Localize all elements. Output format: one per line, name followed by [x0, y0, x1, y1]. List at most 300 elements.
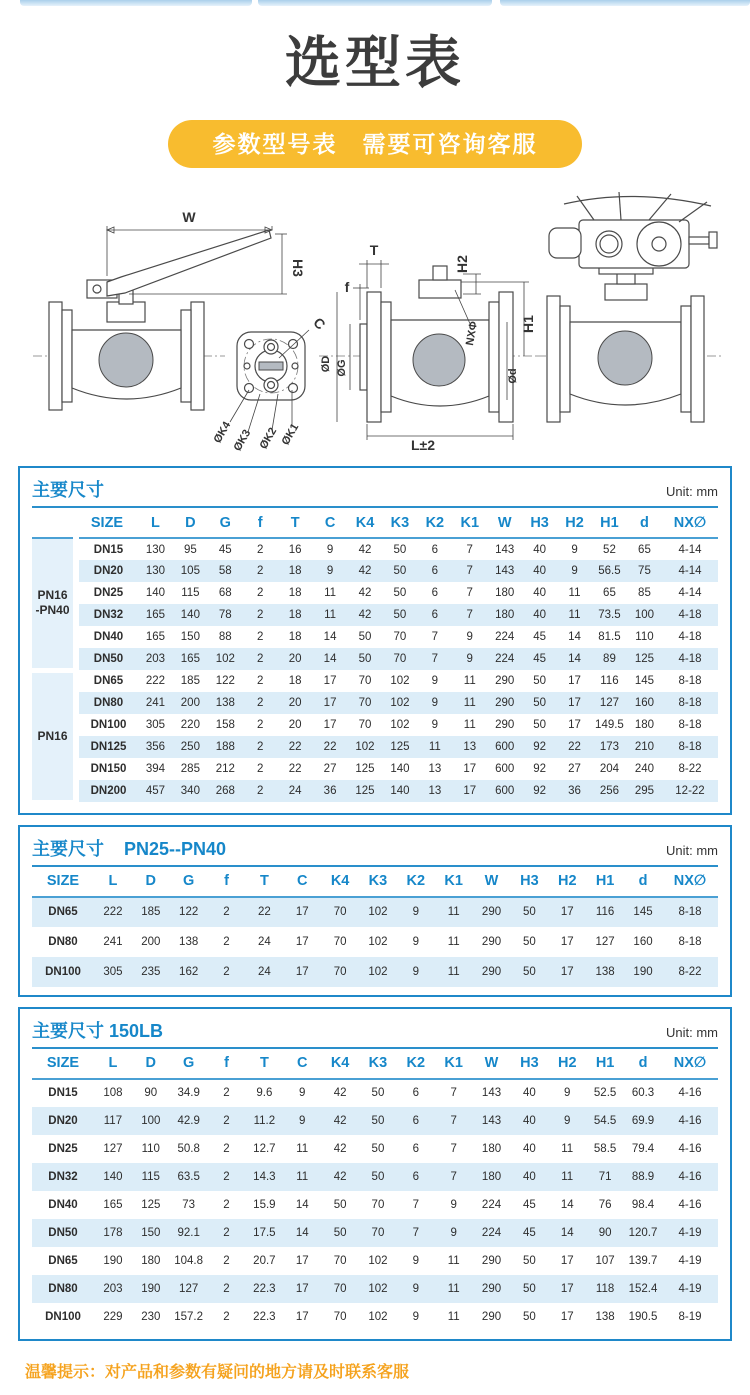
value-cell: 11 [324, 587, 337, 599]
value-cell: 173 [592, 736, 627, 758]
value-cell: 152.4 [624, 1275, 662, 1303]
value-cell: 9 [431, 675, 439, 687]
dim-label-g: ØG [336, 359, 348, 377]
size-cell: DN25 [48, 1142, 78, 1155]
value-cell: 27 [323, 763, 337, 775]
size-cell: DN80 [76, 692, 138, 714]
value-cell: 127 [592, 692, 627, 714]
value-cell: 70 [382, 648, 417, 670]
value-cell: 600 [487, 736, 522, 758]
value-cell: 81.5 [598, 631, 621, 643]
value-cell: 7 [452, 560, 487, 582]
value-cell: 20.7 [253, 1254, 276, 1267]
value-cell: 240 [634, 763, 655, 775]
value-cell: 34.9 [177, 1087, 200, 1099]
value-cell: 9 [417, 692, 452, 714]
dim-label-c: C [310, 314, 329, 333]
value-cell: 60.3 [631, 1087, 655, 1099]
column-header: K2 [417, 508, 452, 538]
value-cell: 6 [412, 1142, 419, 1155]
value-cell: 17 [548, 1275, 586, 1303]
table-row [32, 582, 718, 604]
value-cell: 178 [94, 1219, 132, 1247]
value-cell: 117 [94, 1107, 132, 1135]
value-cell: 305 [94, 957, 132, 987]
value-cell: 98.4 [631, 1198, 655, 1211]
value-cell: 2 [257, 587, 264, 599]
value-cell: 58.5 [593, 1142, 617, 1155]
value-cell: 7 [466, 543, 473, 556]
value-cell: 290 [495, 719, 515, 731]
value-cell: 11 [435, 957, 473, 987]
dim-label-nx: NXΦ [464, 320, 481, 347]
value-cell: 50 [510, 1275, 548, 1303]
value-cell: 42 [348, 604, 383, 626]
value-cell: 8-22 [662, 957, 718, 987]
column-header: L [94, 867, 132, 897]
column-header: f [243, 508, 278, 538]
column-header: d [624, 867, 662, 897]
value-cell: 102 [359, 897, 397, 927]
value-cell: 102 [368, 1254, 388, 1267]
value-cell: 50 [371, 1142, 385, 1155]
column-header: SIZE [32, 1049, 94, 1079]
value-cell: 36 [557, 780, 592, 802]
column-header: H1 [586, 1049, 624, 1079]
group-column-header [32, 508, 76, 538]
value-cell: 92.1 [170, 1219, 208, 1247]
value-cell: 50 [522, 1310, 536, 1323]
size-cell: DN50 [76, 648, 138, 670]
value-cell: 200 [141, 935, 161, 948]
footer-note: 温馨提示：对产品和参数有疑问的地方请及时联系客服 [25, 1363, 410, 1381]
column-header: f [208, 1049, 246, 1079]
value-cell: 73 [182, 1198, 196, 1211]
value-cell: 17 [323, 675, 337, 687]
value-cell: 9.6 [256, 1087, 273, 1099]
value-cell: 140 [145, 587, 166, 599]
value-cell: 12-22 [662, 780, 718, 802]
value-cell: 180 [473, 1163, 511, 1191]
value-cell: 40 [522, 1142, 536, 1155]
column-header: H2 [548, 1049, 586, 1079]
value-cell: 52.5 [593, 1087, 617, 1099]
value-cell: 50 [382, 604, 417, 626]
size-cell: DN100 [90, 719, 127, 731]
dim-label-h1: H1 [520, 315, 536, 333]
column-header: K3 [382, 508, 417, 538]
value-cell: 157.2 [174, 1310, 204, 1323]
dim-label-f: f [344, 279, 350, 295]
column-header: K2 [397, 1049, 435, 1079]
value-cell: 11 [452, 692, 487, 714]
value-cell: 17 [560, 935, 574, 948]
header-row [32, 1049, 718, 1079]
value-cell: 8-18 [662, 736, 718, 758]
dim-label-k4: ØK4 [211, 419, 234, 446]
column-header: H3 [510, 1049, 548, 1079]
value-cell: 50 [359, 1163, 397, 1191]
value-cell: 50 [371, 1087, 385, 1099]
value-cell: 92 [522, 736, 557, 758]
value-cell: 108 [103, 1087, 123, 1099]
column-header: D [132, 867, 170, 897]
value-cell: 140 [390, 763, 410, 775]
value-cell: 70 [321, 897, 359, 927]
value-cell: 45 [218, 543, 232, 556]
value-cell: 4-16 [662, 1107, 718, 1135]
value-cell: 290 [495, 675, 515, 687]
value-cell: 17 [568, 719, 581, 731]
value-cell: 88 [218, 631, 232, 643]
value-cell: 22.3 [253, 1310, 276, 1323]
column-header: W [473, 867, 511, 897]
value-cell: 220 [180, 719, 200, 731]
column-header: H2 [557, 508, 592, 538]
value-cell: 2 [257, 631, 264, 643]
value-cell: 92 [522, 780, 557, 802]
value-cell: 22 [245, 897, 283, 927]
value-cell: 17 [283, 1275, 321, 1303]
value-cell: 9 [412, 935, 419, 948]
value-cell: 15.9 [253, 1198, 276, 1211]
value-cell: 160 [633, 935, 653, 948]
table-row [32, 1303, 718, 1331]
value-cell: 185 [132, 897, 170, 927]
value-cell: 17.5 [245, 1219, 283, 1247]
value-cell: 7 [435, 1163, 473, 1191]
value-cell: 2 [208, 1219, 246, 1247]
150lb-table-card [18, 1007, 732, 1341]
value-cell: 2 [257, 675, 264, 687]
value-cell: 140 [94, 1163, 132, 1191]
value-cell: 268 [208, 780, 243, 802]
value-cell: 4-18 [678, 631, 702, 643]
column-header: d [624, 1049, 662, 1079]
size-cell: DN80 [48, 935, 78, 948]
value-cell: 11 [447, 1310, 460, 1323]
value-cell: 90 [586, 1219, 624, 1247]
table-row [32, 927, 718, 957]
dim-label-dd: ØD [320, 355, 332, 373]
consult-service-banner[interactable]: 参数型号表 需要可咨询客服 [168, 120, 582, 168]
value-cell: 212 [215, 763, 235, 775]
table-subtitle: PN25--PN40 [124, 838, 227, 859]
table-row [32, 897, 718, 927]
value-cell: 158 [215, 719, 235, 731]
value-cell: 17 [568, 675, 581, 687]
column-header: K1 [435, 1049, 473, 1079]
table-header [32, 1017, 718, 1045]
size-cell: DN100 [45, 1310, 81, 1323]
value-cell: 2 [243, 692, 278, 714]
column-header: C [283, 867, 321, 897]
value-cell: 20 [278, 692, 313, 714]
value-cell: 40 [533, 543, 546, 556]
table-row [32, 714, 718, 736]
value-cell: 9 [431, 719, 439, 731]
value-cell: 89 [592, 648, 627, 670]
value-cell: 22.3 [245, 1275, 283, 1303]
value-cell: 70 [359, 1219, 397, 1247]
value-cell: 110 [141, 1142, 160, 1155]
value-cell: 4-16 [678, 1087, 702, 1099]
value-cell: 12.7 [253, 1142, 276, 1155]
value-cell: 13 [452, 736, 487, 758]
value-cell: 17 [452, 780, 487, 802]
column-header: H1 [592, 508, 627, 538]
value-cell: 241 [138, 692, 173, 714]
value-cell: 88.9 [624, 1163, 662, 1191]
value-cell: 356 [138, 736, 173, 758]
table-row [32, 1275, 718, 1303]
value-cell: 11 [463, 719, 476, 731]
table-row [32, 560, 718, 582]
value-cell: 50 [358, 631, 372, 643]
value-cell: 6 [397, 1163, 435, 1191]
table-row [32, 670, 718, 692]
size-cell: DN25 [93, 587, 124, 599]
value-cell: 394 [145, 763, 166, 775]
column-header: L [138, 508, 173, 538]
value-cell: 180 [141, 1254, 161, 1267]
value-cell: 340 [173, 780, 208, 802]
value-cell: 14.3 [245, 1163, 283, 1191]
value-cell: 6 [417, 560, 452, 582]
value-cell: 71 [586, 1163, 624, 1191]
value-cell: 190.5 [628, 1310, 658, 1323]
table-row [32, 1191, 718, 1219]
card-strip [258, 0, 492, 6]
value-cell: 22 [557, 736, 592, 758]
value-cell: 4-19 [678, 1254, 702, 1267]
table-row [32, 1107, 718, 1135]
dim-label-t: T [369, 242, 379, 258]
value-cell: 17 [560, 1254, 574, 1267]
value-cell: 204 [599, 763, 620, 775]
size-cell: DN200 [76, 780, 138, 802]
value-cell: 290 [487, 692, 522, 714]
table-row [32, 1079, 718, 1107]
value-cell: 7 [450, 1142, 457, 1155]
value-cell: 42 [358, 587, 372, 599]
value-cell: 127 [170, 1275, 208, 1303]
value-cell: 20 [288, 719, 302, 731]
value-cell: 210 [627, 736, 662, 758]
pressure-group-cell: PN16 -PN40 [32, 538, 76, 670]
value-cell: 16 [288, 543, 302, 556]
value-cell: 17 [560, 1310, 574, 1323]
value-cell: 40 [522, 560, 557, 582]
value-cell: 70 [371, 1198, 385, 1211]
value-cell: 70 [333, 935, 347, 948]
value-cell: 22 [278, 736, 313, 758]
table-row [32, 538, 718, 560]
value-cell: 600 [487, 780, 522, 802]
value-cell: 8-18 [662, 692, 718, 714]
table-row [32, 1247, 718, 1275]
value-cell: 20 [278, 648, 313, 670]
value-cell: 2 [243, 780, 278, 802]
main-dimensions-table-card [18, 466, 732, 815]
value-cell: 102 [359, 1275, 397, 1303]
value-cell: 11 [417, 736, 452, 758]
value-cell: 50 [533, 675, 546, 687]
dim-label-k3: ØK3 [231, 427, 254, 454]
value-cell: 13 [417, 780, 452, 802]
value-cell: 40 [522, 604, 557, 626]
table-header [32, 476, 718, 504]
value-cell: 2 [223, 1254, 230, 1267]
value-cell: 11 [435, 1275, 473, 1303]
column-header: G [170, 1049, 208, 1079]
value-cell: 4-19 [662, 1219, 718, 1247]
column-header: K1 [452, 508, 487, 538]
value-cell: 116 [586, 897, 624, 927]
value-cell: 115 [132, 1163, 170, 1191]
value-cell: 143 [473, 1107, 511, 1135]
value-cell: 17 [313, 692, 348, 714]
value-cell: 107 [595, 1254, 615, 1267]
value-cell: 150 [180, 631, 200, 643]
value-cell: 122 [215, 675, 235, 687]
value-cell: 17 [548, 957, 586, 987]
value-cell: 185 [180, 675, 200, 687]
value-cell: 8-18 [678, 935, 702, 948]
value-cell: 6 [412, 1087, 419, 1099]
column-header: C [283, 1049, 321, 1079]
value-cell: 9 [412, 1254, 419, 1267]
value-cell: 4-14 [678, 543, 702, 556]
value-cell: 2 [223, 1142, 230, 1155]
value-cell: 8-18 [678, 719, 702, 731]
value-cell: 70 [321, 957, 359, 987]
value-cell: 138 [208, 692, 243, 714]
value-cell: 50 [522, 935, 536, 948]
dim-label-h2: H2 [454, 255, 470, 273]
value-cell: 104.8 [174, 1254, 204, 1267]
value-cell: 203 [94, 1275, 132, 1303]
value-cell: 18 [288, 587, 302, 599]
value-cell: 102 [359, 957, 397, 987]
size-cell: DN150 [90, 763, 127, 775]
value-cell: 143 [495, 543, 515, 556]
value-cell: 139.7 [628, 1254, 658, 1267]
value-cell: 2 [223, 1087, 230, 1099]
size-cell: DN65 [93, 675, 124, 687]
value-cell: 241 [103, 935, 123, 948]
value-cell: 50 [333, 1198, 347, 1211]
value-cell: 42 [321, 1163, 359, 1191]
value-cell: 73.5 [592, 604, 627, 626]
value-cell: 45 [522, 648, 557, 670]
value-cell: 2 [223, 1310, 230, 1323]
size-cell: DN65 [32, 897, 94, 927]
value-cell: 68 [218, 587, 232, 599]
value-cell: 17 [295, 1254, 309, 1267]
value-cell: 95 [183, 543, 197, 556]
value-cell: 11 [313, 604, 348, 626]
value-cell: 143 [481, 1087, 502, 1099]
column-header: W [487, 508, 522, 538]
value-cell: 9 [564, 1087, 571, 1099]
table-title: 主要尺寸 [32, 480, 104, 500]
value-cell: 250 [173, 736, 208, 758]
value-cell: 45 [510, 1219, 548, 1247]
column-header: G [208, 508, 243, 538]
value-cell: 224 [487, 648, 522, 670]
column-header: K1 [435, 867, 473, 897]
value-cell: 11.2 [245, 1107, 283, 1135]
value-cell: 22 [313, 736, 348, 758]
value-cell: 102 [368, 935, 388, 948]
value-cell: 127 [595, 935, 615, 948]
value-cell: 9 [326, 543, 334, 556]
value-cell: 85 [638, 587, 651, 599]
value-cell: 122 [170, 897, 208, 927]
dim-label-d: Ød [507, 368, 519, 384]
value-cell: 4-19 [662, 1275, 718, 1303]
pressure-group-cell: PN16 [32, 670, 76, 802]
value-cell: 2 [243, 648, 278, 670]
value-cell: 11 [296, 1142, 309, 1155]
column-header: K4 [321, 1049, 359, 1079]
column-header: C [313, 508, 348, 538]
value-cell: 52 [603, 543, 616, 556]
card-strip [500, 0, 750, 6]
value-cell: 224 [481, 1198, 502, 1211]
card-strip [20, 0, 252, 6]
value-cell: 130 [138, 560, 173, 582]
size-cell: DN15 [93, 543, 124, 556]
value-cell: 165 [173, 648, 208, 670]
table-row [32, 1219, 718, 1247]
value-cell: 50 [533, 719, 546, 731]
value-cell: 4-18 [662, 648, 718, 670]
value-cell: 17 [295, 935, 309, 948]
value-cell: 45 [522, 1198, 536, 1211]
column-header: K4 [321, 867, 359, 897]
value-cell: 50 [510, 897, 548, 927]
value-cell: 290 [473, 897, 511, 927]
value-cell: 290 [473, 957, 511, 987]
value-cell: 7 [412, 1198, 419, 1211]
value-cell: 14 [295, 1198, 309, 1211]
value-cell: 11 [568, 587, 581, 599]
value-cell: 290 [481, 935, 502, 948]
column-header: SIZE [32, 867, 94, 897]
value-cell: 9 [452, 648, 487, 670]
header-row [32, 508, 718, 538]
column-header: D [132, 1049, 170, 1079]
value-cell: 2 [223, 935, 230, 948]
value-cell: 11 [463, 675, 476, 687]
dim-label-w: W [182, 209, 196, 225]
dim-label-h3: H3 [290, 259, 306, 277]
value-cell: 190 [624, 957, 662, 987]
value-cell: 600 [495, 763, 515, 775]
column-header: H1 [586, 867, 624, 897]
value-cell: 116 [600, 675, 619, 687]
value-cell: 36 [313, 780, 348, 802]
dimensions-table-pn16-pn40 [32, 508, 718, 805]
value-cell: 11 [548, 1163, 586, 1191]
value-cell: 42 [333, 1142, 347, 1155]
value-cell: 7 [417, 648, 452, 670]
table-row [32, 736, 718, 758]
value-cell: 11 [447, 1254, 460, 1267]
value-cell: 203 [138, 648, 173, 670]
